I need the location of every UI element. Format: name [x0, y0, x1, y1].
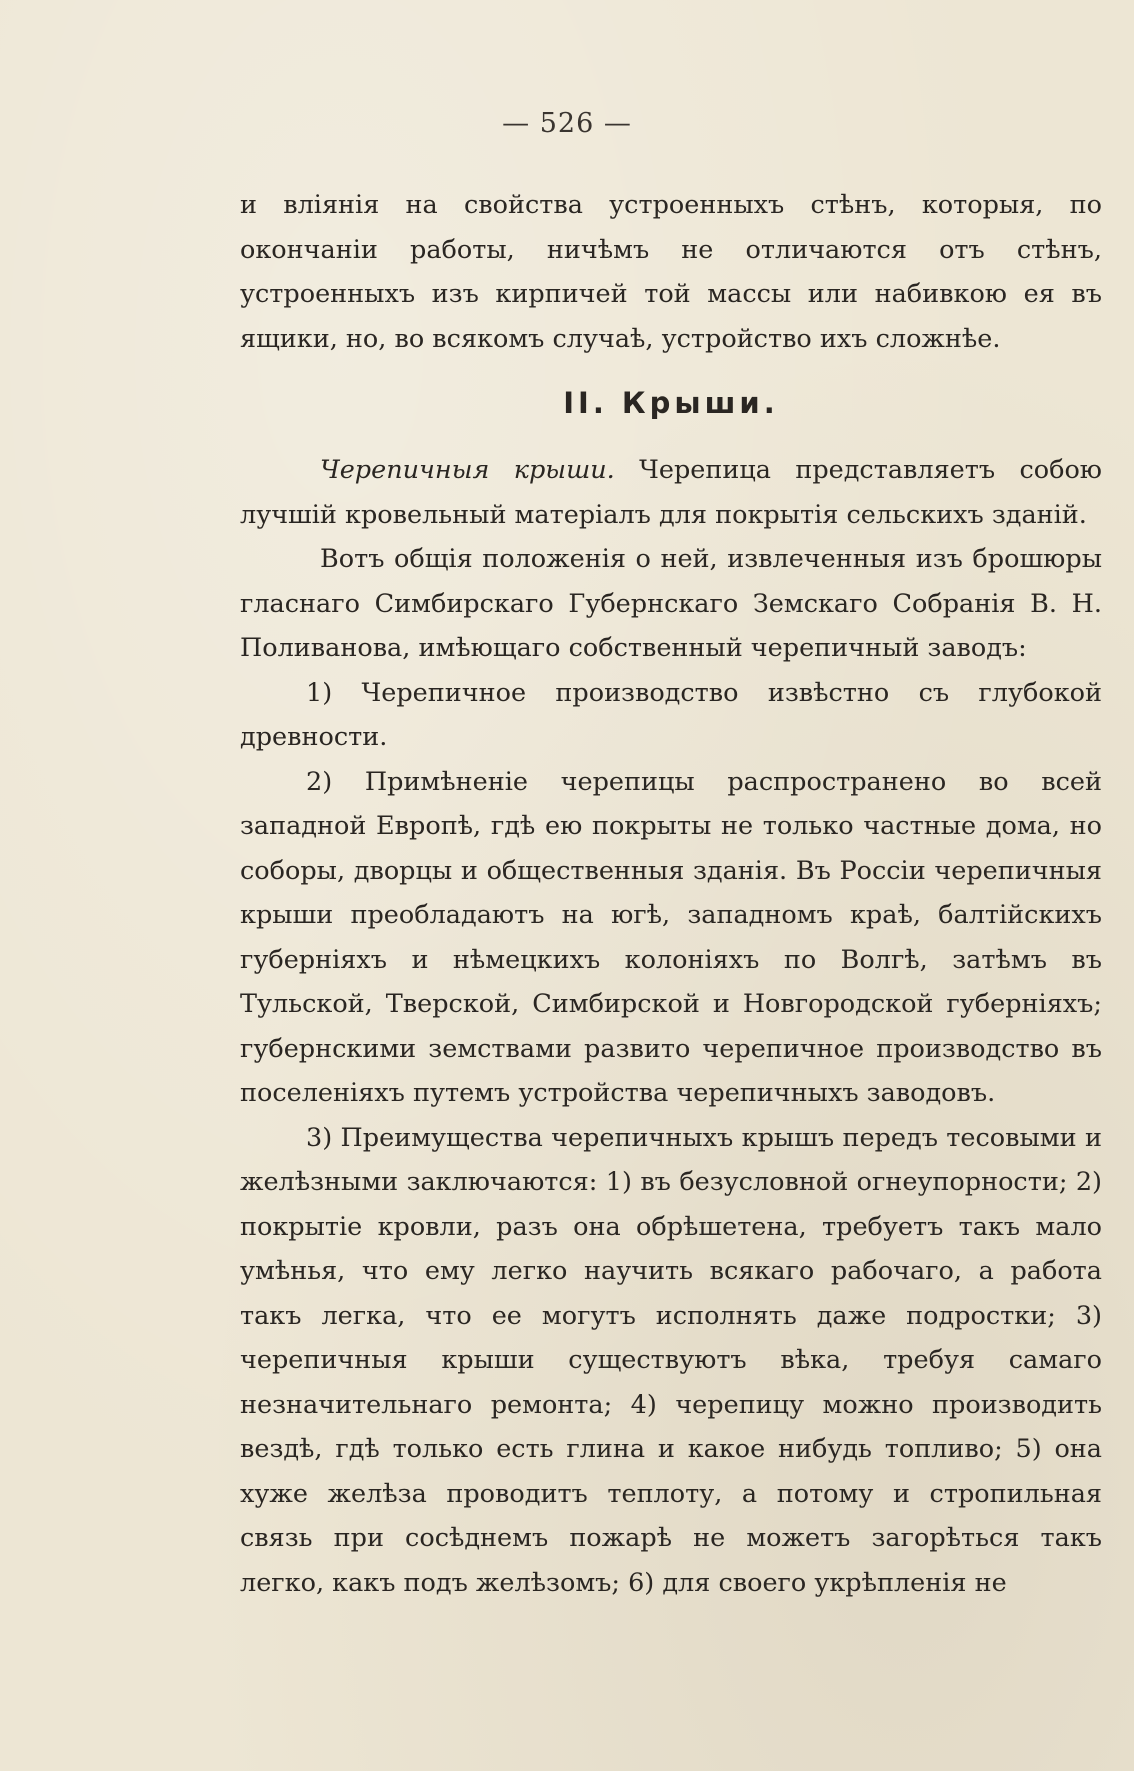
intro-text: Черепица представляетъ собою лучшій кровельный матеріалъ для покрытія сельскихъ зданій. [240, 455, 1103, 530]
list-item-2: 2) Примѣненіе черепицы распространено во всей западной Европѣ, гдѣ ею покрыты не только частные дома, но соборы, дворцы и общественныя зданія. Въ Россіи черепичныя крыши преобладаютъ на югѣ, западномъ краѣ, балтійскихъ губерніяхъ и нѣмецкихъ колоніяхъ по Волгѣ, затѣмъ въ Тульской, Тверской, Симбирской и Новгородской губерніяхъ; губернскими земствами развито черепичное производство въ поселеніяхъ путемъ устройства черепичныхъ заводовъ. [240, 766, 1102, 1108]
continued-text-block [240, 183, 1102, 361]
source-paragraph: Вотъ общія положенія о ней, извлеченныя изъ брошюры гласнаго Симбирскаго Губернскаго Земскаго Собранія В. Н. Поливанова, имѣющаго собственный черепичный заводъ: [240, 544, 1102, 663]
continued-paragraph: и вліянія на свойства устроенныхъ стѣнъ, которыя, по окончаніи работы, ничѣмъ не отличаются отъ стѣнъ, устроенныхъ изъ кирпичей той массы или набивкою ея въ ящики, но, во всякомъ случаѣ, устройство ихъ сложнѣе. [240, 190, 1102, 354]
intro-lead: Черепичныя крыши. [320, 455, 615, 485]
list-item-1: 1) Черепичное производство извѣстно съ глубокой древности. [240, 677, 1102, 752]
list-item-3: 3) Преимущества черепичныхъ крышъ передъ тесовыми и желѣзными заключаются: 1) въ безусловной огнеупорности; 2) покрытіе кровли, разъ она обрѣшетена, требуетъ такъ мало умѣнья, что ему легко научить всякаго рабочаго, а работа такъ легка, что ее могутъ исполнять даже подростки; 3) черепичныя крыши существуютъ вѣка, требуя самаго незначительнаго ремонта; 4) черепицу можно производить вездѣ, гдѣ только есть глина и какое нибудь топливо; 5) она хуже желѣза проводитъ теплоту, а потому и стропильная связь при сосѣднемъ пожарѣ не можетъ загорѣться такъ легко, какъ подъ желѣзомъ; 6) для своего укрѣпленія не [240, 1122, 1102, 1598]
section-body [240, 448, 1102, 1605]
intro-paragraph [240, 448, 1102, 537]
section-heading: II. Крыши. [563, 386, 779, 420]
page-number: — 526 — [502, 108, 632, 139]
